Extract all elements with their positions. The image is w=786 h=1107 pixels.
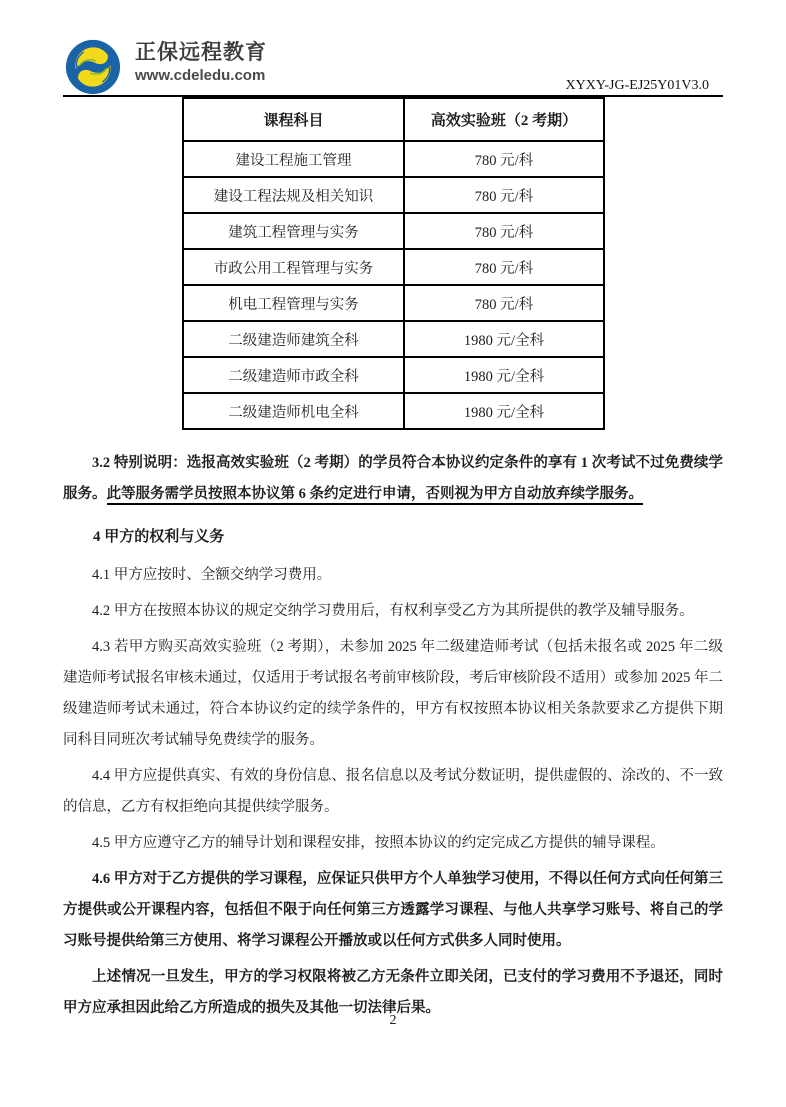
price-cell: 780 元/科 xyxy=(404,285,604,321)
table-row xyxy=(183,213,604,249)
brand-text-block xyxy=(135,40,267,86)
clause-3-2-lead: 3.2 特别说明：选报高效实验班（2 考期）的学员符合本协议约定条件的享有 1 次考试不过免费续学服务。 xyxy=(63,455,723,502)
table-row xyxy=(183,393,604,429)
table-row xyxy=(183,177,604,213)
price-cell: 1980 元/全科 xyxy=(404,393,604,429)
page-number: 2 xyxy=(389,1013,397,1028)
table-header-row xyxy=(183,98,604,141)
price-cell: 780 元/科 xyxy=(404,141,604,177)
column-header-class: 高效实验班（2 考期） xyxy=(404,98,604,141)
course-cell: 市政公用工程管理与实务 xyxy=(183,249,404,285)
clause-4-4: 4.4 甲方应提供真实、有效的身份信息、报名信息以及考试分数证明，提供虚假的、涂改的、不一致的信息，乙方有权拒绝向其提供续学服务。 xyxy=(63,768,723,815)
clause-4-6-followup: 上述情况一旦发生，甲方的学习权限将被乙方无条件立即关闭，已支付的学习费用不予退还，同时甲方应承担因此给乙方所造成的损失及其他一切法律后果。 xyxy=(63,969,723,1016)
brand-name: 正保远程教育 xyxy=(135,41,267,64)
clause-4-3: 4.3 若甲方购买高效实验班（2 考期），未参加 2025 年二级建造师考试（包括未报名或 2025 年二级建造师考试报名审核未通过，仅适用于考试报名考前审核阶段，考后审核阶段不适用）或参加 2025 年二级建造师考试未通过，符合本协议约定的续学条件的，甲方有权按照本协议相关条款要求乙方提供下期同科目同班次考试辅导免费续学的服务。 xyxy=(63,639,723,748)
cdeledu-logo-icon xyxy=(65,39,121,95)
course-cell: 二级建造师建筑全科 xyxy=(183,321,404,357)
price-cell: 780 元/科 xyxy=(404,177,604,213)
price-table xyxy=(182,97,605,430)
logo-swirl-graphic xyxy=(65,39,121,95)
course-cell: 二级建造师市政全科 xyxy=(183,357,404,393)
table-row xyxy=(183,357,604,393)
price-cell: 780 元/科 xyxy=(404,249,604,285)
price-cell: 780 元/科 xyxy=(404,213,604,249)
clause-4-6: 4.6 甲方对于乙方提供的学习课程，应保证只供甲方个人单独学习使用，不得以任何方式向任何第三方提供或公开课程内容，包括但不限于向任何第三方透露学习课程、与他人共享学习账号、将自己的学习账号提供给第三方使用、将学习课程公开播放或以任何方式供多人同时使用。 xyxy=(63,871,723,949)
table-row xyxy=(183,285,604,321)
clause-4-1: 4.1 甲方应按时、全额交纳学习费用。 xyxy=(92,567,332,583)
contract-body xyxy=(63,448,723,1029)
price-cell: 1980 元/全科 xyxy=(404,357,604,393)
table-row xyxy=(183,321,604,357)
clause-3-2 xyxy=(63,448,723,510)
clause-4-5: 4.5 甲方应遵守乙方的辅导计划和课程安排，按照本协议的约定完成乙方提供的辅导课程。 xyxy=(92,835,665,851)
course-cell: 建设工程施工管理 xyxy=(183,141,404,177)
column-header-course: 课程科目 xyxy=(183,98,404,141)
section-4-heading: 4 甲方的权利与义务 xyxy=(93,529,225,545)
course-cell: 二级建造师机电全科 xyxy=(183,393,404,429)
course-cell: 建筑工程管理与实务 xyxy=(183,213,404,249)
table-row xyxy=(183,141,604,177)
document-code: XYXY-JG-EJ25Y01V3.0 xyxy=(565,78,709,93)
clause-4-2: 4.2 甲方在按照本协议的规定交纳学习费用后，有权利享受乙方为其所提供的教学及辅导服务。 xyxy=(92,603,694,619)
course-cell: 机电工程管理与实务 xyxy=(183,285,404,321)
page-header xyxy=(63,0,723,97)
price-cell: 1980 元/全科 xyxy=(404,321,604,357)
brand-url: www.cdeledu.com xyxy=(135,67,266,84)
table-row xyxy=(183,249,604,285)
course-cell: 建设工程法规及相关知识 xyxy=(183,177,404,213)
clause-3-2-underlined: 此等服务需学员按照本协议第 6 条约定进行申请，否则视为甲方自动放弃续学服务。 xyxy=(107,486,644,505)
